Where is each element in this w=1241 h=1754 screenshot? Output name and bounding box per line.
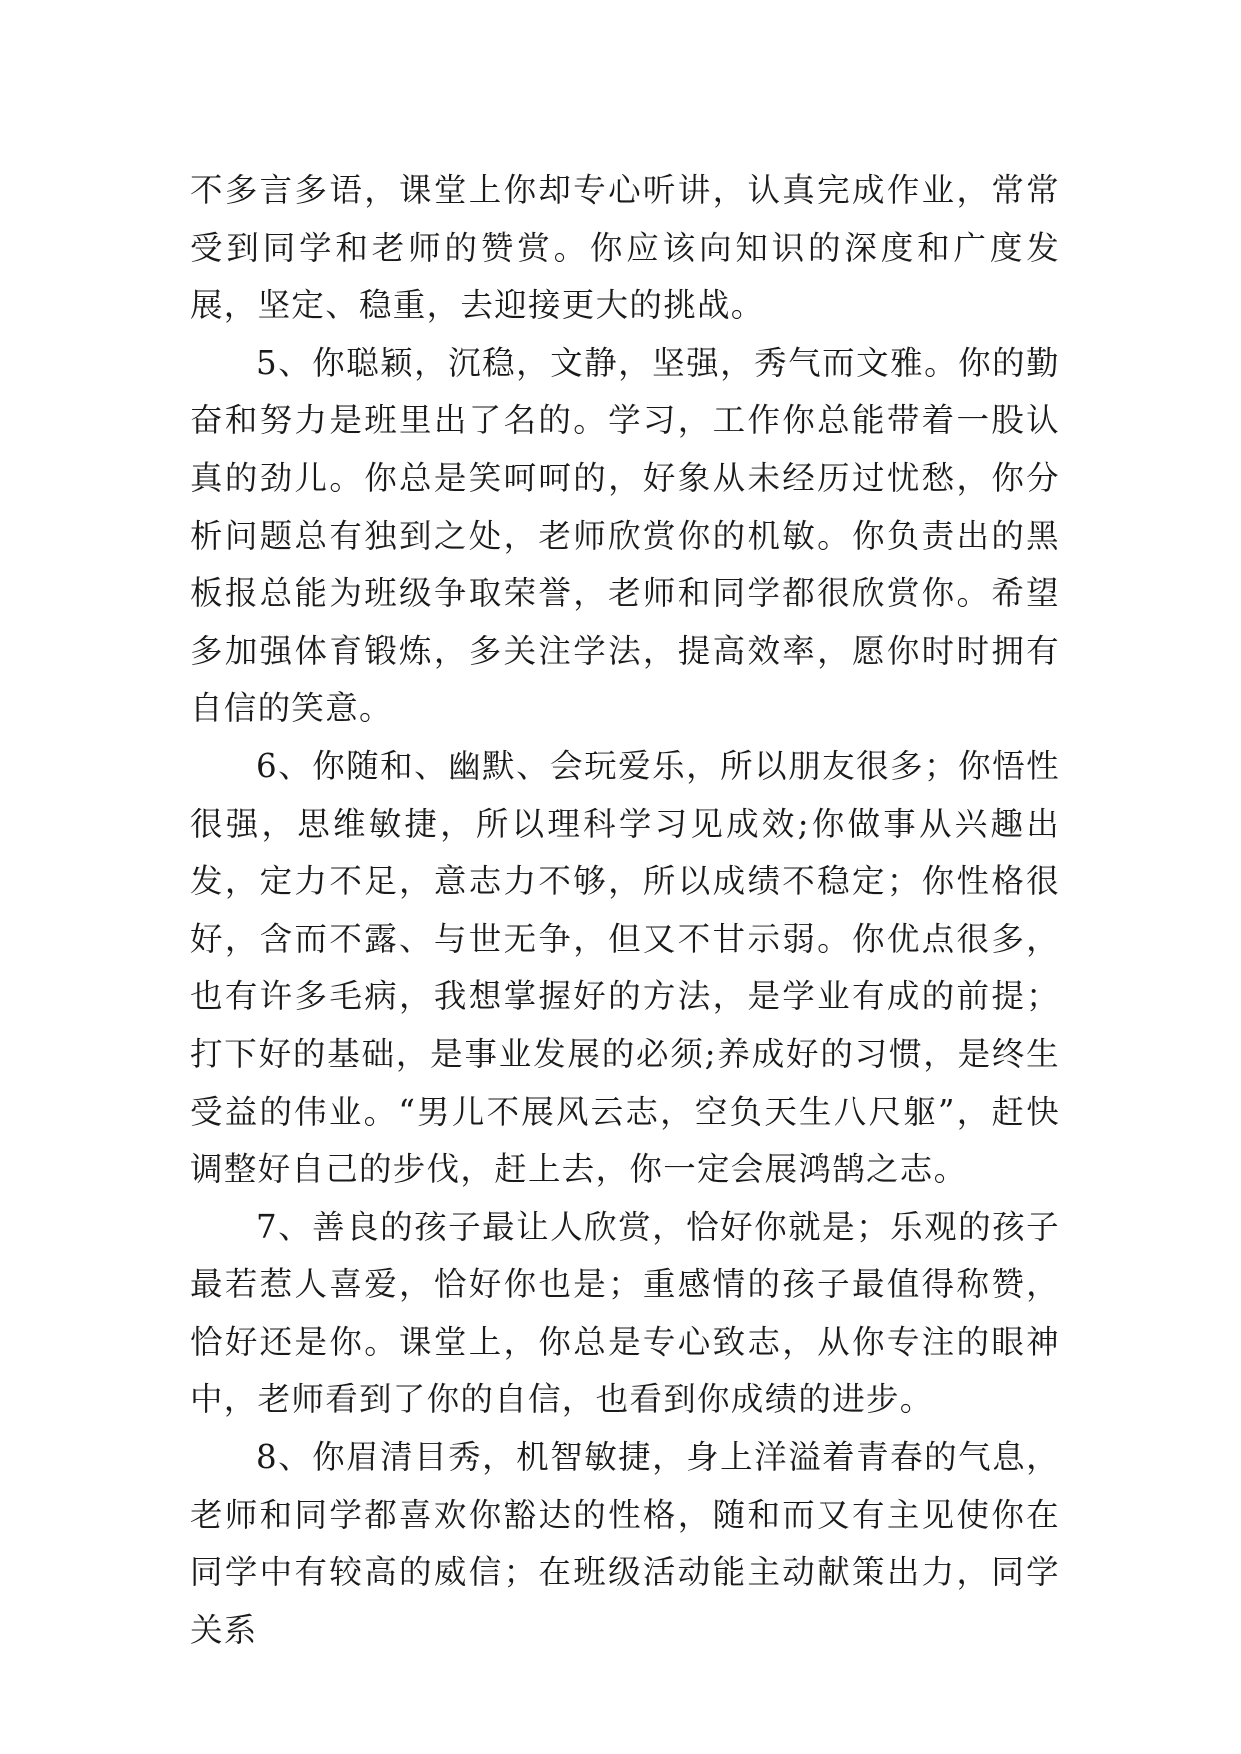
document-body: [190, 162, 1060, 1659]
paragraph-item-8: 8、你眉清目秀，机智敏捷，身上洋溢着青春的气息，老师和同学都喜欢你豁达的性格，随和而又有主见使你在同学中有较高的威信；在班级活动能主动献策出力，同学关系: [190, 1438, 1060, 1649]
paragraph-item-7: 7、善良的孩子最让人欣赏，恰好你就是；乐观的孩子最若惹人喜爱，恰好你也是；重感情的孩子最值得称赞，恰好还是你。课堂上，你总是专心致志，从你专注的眼神中，老师看到了你的自信，也看到你成绩的进步。: [190, 1207, 1060, 1419]
paragraph-item-5: 5、你聪颖，沉稳，文静，坚强，秀气而文雅。你的勤奋和努力是班里出了名的。学习，工作你总能带着一股认真的劲儿。你总是笑呵呵的，好象从未经历过忧愁，你分析问题总有独到之处，老师欣赏你的机敏。你负责出的黑板报总能为班级争取荣誉，老师和同学都很欣赏你。希望多加强体育锻炼，多关注学法，提高效率，愿你时时拥有自信的笑意。: [190, 343, 1060, 728]
paragraph-item-6: 6、你随和、幽默、会玩爱乐，所以朋友很多；你悟性很强，思维敏捷，所以理科学习见成效;你做事从兴趣出发，定力不足，意志力不够，所以成绩不稳定；你性格很好，含而不露、与世无争，但又不甘示弱。你优点很多，也有许多毛病，我想掌握好的方法，是学业有成的前提；打下好的基础，是事业发展的必须;养成好的习惯，是终生受益的伟业。“男儿不展风云志，空负天生八尺躯”，赶快调整好自己的步伐，赶上去，你一定会展鸿鹄之志。: [190, 746, 1060, 1189]
paragraph-continuation: 不多言多语，课堂上你却专心听讲，认真完成作业，常常受到同学和老师的赞赏。你应该向知识的深度和广度发展，坚定、稳重，去迎接更大的挑战。: [190, 171, 1060, 325]
